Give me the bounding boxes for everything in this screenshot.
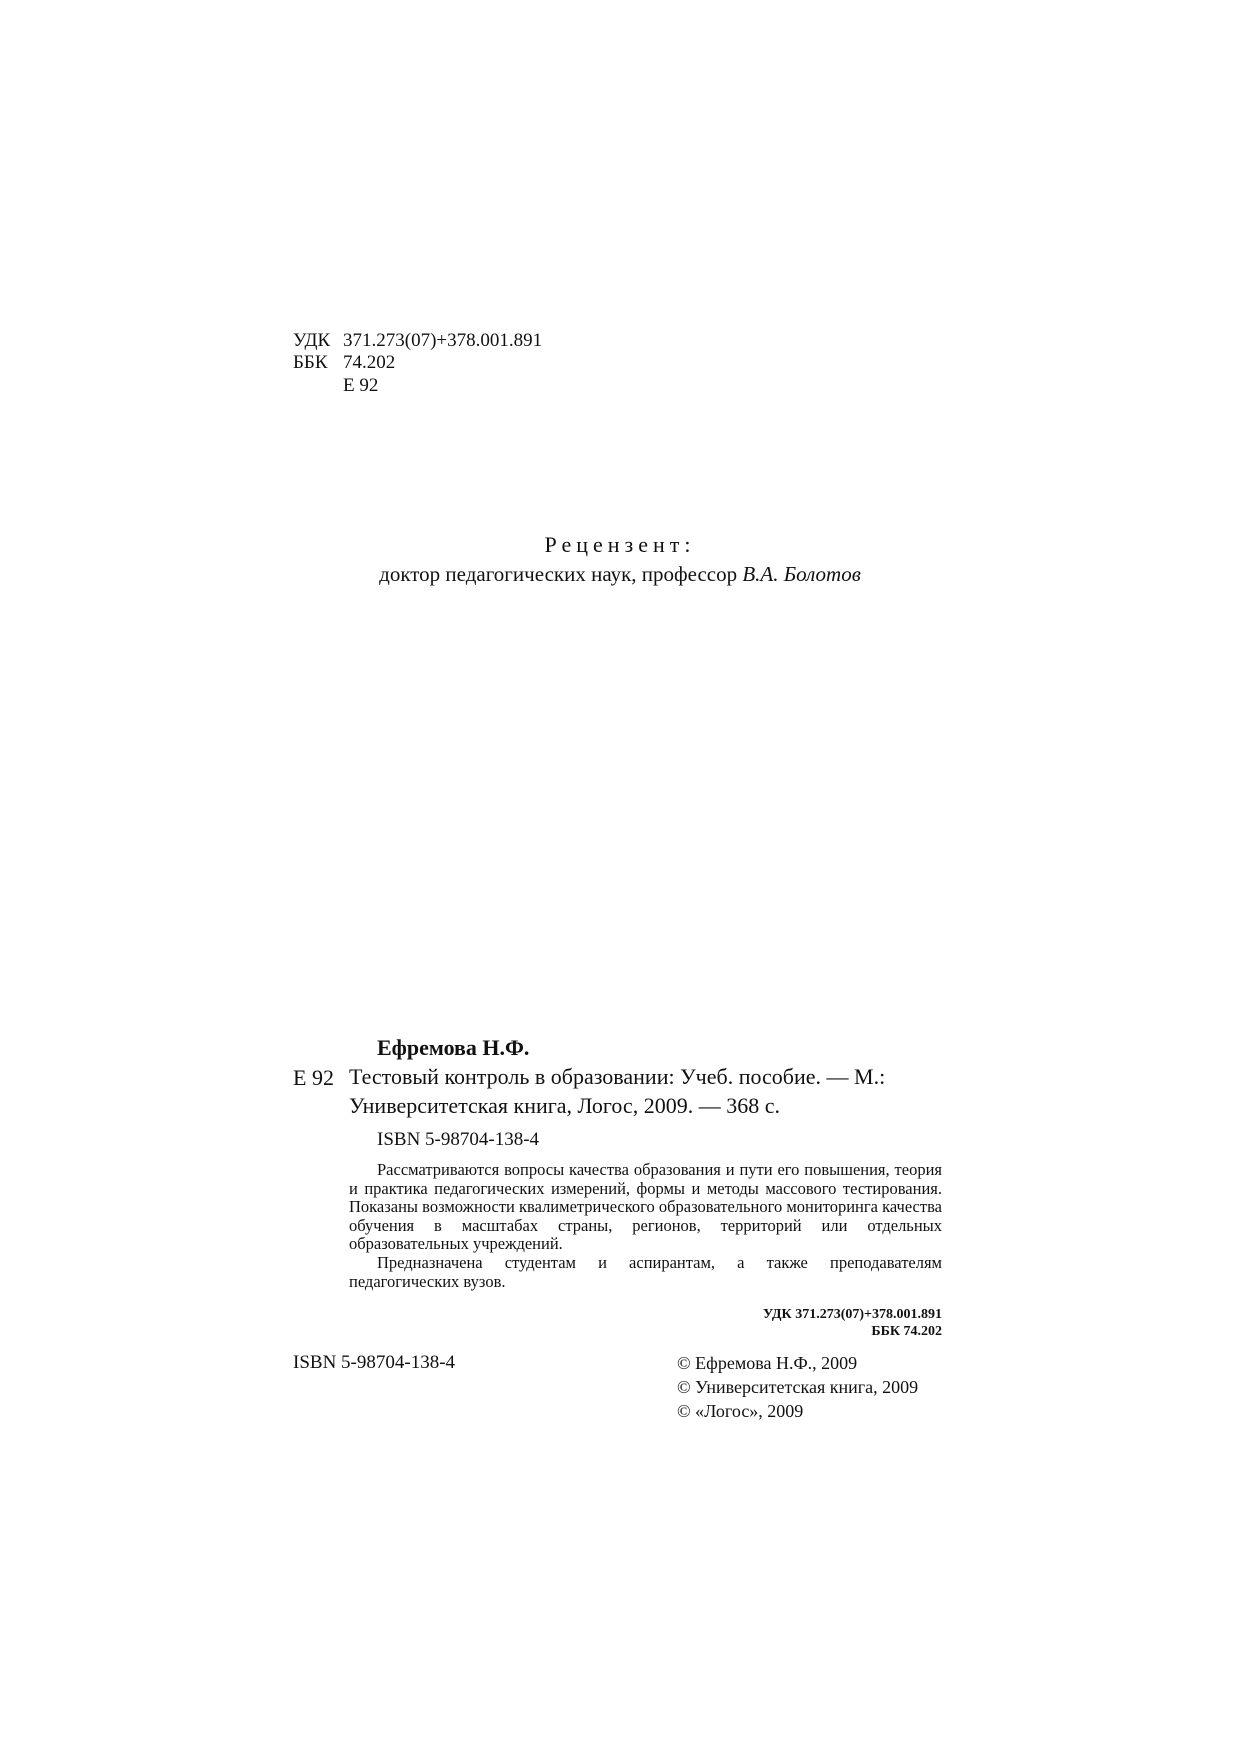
record-title-line1: Тестовый контроль в образовании: Учеб. пособие. — М.: xyxy=(349,1064,886,1089)
record-isbn: ISBN 5-98704-138-4 xyxy=(377,1129,540,1150)
record-author: Ефремова Н.Ф. xyxy=(377,1035,530,1060)
udk-line xyxy=(293,330,542,352)
copyright-line: © Ефремова Н.Ф., 2009 xyxy=(677,1353,858,1373)
bbk-value: 74.202 xyxy=(343,352,396,373)
copyright-line: © Университетская книга, 2009 xyxy=(677,1377,919,1397)
isbn: ISBN 5-98704-138-4 xyxy=(293,1352,456,1373)
reviewer-position: доктор педагогических наук, профессор xyxy=(379,562,738,586)
bbk-label: ББК xyxy=(293,352,328,373)
udk-label: УДК xyxy=(293,330,331,351)
reviewer-name: В.А. Болотов xyxy=(742,562,861,586)
record-udk: УДК 371.273(07)+378.001.891 xyxy=(763,1307,942,1322)
record-code: Е 92 xyxy=(293,1065,334,1090)
record-abstract xyxy=(349,1161,942,1291)
reviewer-title: Рецензент: xyxy=(544,532,696,557)
copyright-line: © «Логос», 2009 xyxy=(677,1401,804,1421)
record-classification xyxy=(640,1306,942,1340)
copyright-block xyxy=(677,1351,918,1423)
abstract-paragraph-1: Рассматриваются вопросы качества образования и пути его повышения, теория и практика педагогических измерений, формы и методы массового тестирования. Показаны возможности квалиметрического образовательного мониторинга качества обучения в масштабах страны, регионов, территорий или отдельных образовательных учреждений. xyxy=(349,1160,942,1254)
udk-value: 371.273(07)+378.001.891 xyxy=(343,330,543,351)
author-sign: Е 92 xyxy=(343,375,379,396)
abstract-paragraph-2: Предназначена студентам и аспирантам, а также преподавателям педагогических вузов. xyxy=(349,1252,942,1291)
record-title-line2: Университетская книга, Логос, 2009. — 368 с. xyxy=(349,1093,780,1118)
bbk-line xyxy=(293,352,395,374)
record-bbk: ББК 74.202 xyxy=(871,1324,942,1339)
reviewer-line xyxy=(0,562,1240,587)
